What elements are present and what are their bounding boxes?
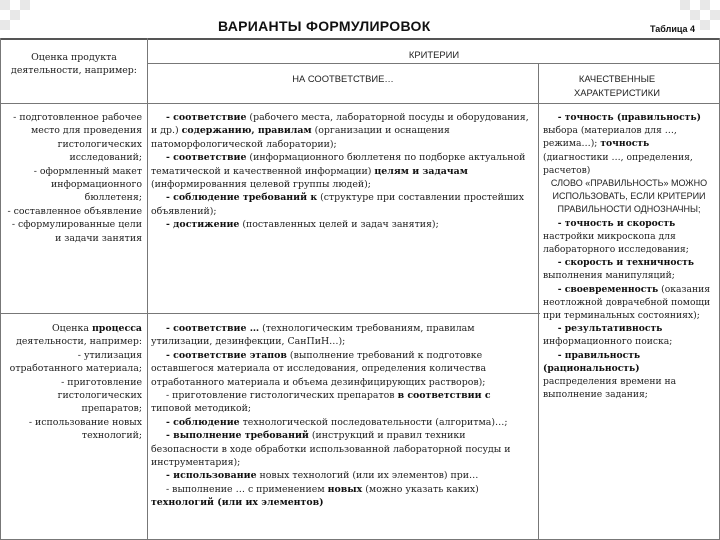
criterion-keyword: - выполнение требований	[166, 430, 309, 442]
header-criteria: КРИТЕРИИ	[408, 49, 460, 60]
quality-note: СЛОВО «ПРАВИЛЬНОСТЬ» МОЖНО ИСПОЛЬЗОВАТЬ, ЕСЛИ КРИТЕРИИ ПРАВИЛЬНОСТИ ОДНОЗНАЧНЫ;	[550, 178, 708, 215]
list-item: - использование новых технологий;	[28, 416, 142, 442]
criterion-text: технологической последовательности (алгоритма)…;	[239, 416, 508, 428]
criterion-text: - выполнение … с применением	[166, 483, 328, 495]
criterion-text: типовой методикой;	[151, 403, 252, 415]
criteria-header-line	[148, 63, 720, 64]
criterion-keyword: технологий (или их элементов)	[151, 497, 324, 509]
quality-keyword: - скорость и техничность	[557, 257, 695, 269]
criterion-keyword: - соблюдение	[166, 416, 240, 428]
quality-keyword: точность	[600, 138, 650, 150]
criterion-keyword: - соответствие	[166, 112, 247, 123]
row1-bottom-line	[0, 313, 540, 314]
criterion-text: (технологическим требованиям, правилам утилизации, дезинфекции, СанПиН…);	[151, 323, 475, 348]
criterion-text: новых технологий (или их элементов) при…	[256, 470, 479, 482]
list-item: - утилизация отработанного материала;	[9, 349, 142, 375]
criterion-text: (рабочего места, лабораторной посуды и оборудования, и др.)	[151, 112, 529, 137]
criterion-text: (можно указать каких)	[362, 483, 479, 495]
col2-separator	[538, 63, 539, 540]
table-label: Таблица 4	[650, 24, 696, 34]
criterion-keyword: целям и задачам	[374, 165, 468, 177]
list-item: - сформулированные цели и задачи занятия	[11, 219, 142, 244]
quality-keyword: - точность (правильность)	[557, 112, 701, 123]
criterion-text: - приготовление гистологических препаратов	[166, 390, 398, 402]
criterion-keyword: содержанию, правилам	[181, 125, 312, 137]
title-underline	[0, 38, 720, 40]
header-quality: КАЧЕСТВЕННЫЕ ХАРАКТЕРИСТИКИ	[574, 73, 660, 98]
criterion-text: (информированния целевой группы людей);	[151, 179, 371, 191]
process-keyword: процесса	[91, 323, 142, 334]
row2-criteria	[151, 322, 533, 510]
criterion-text: (структуре при составлении простейших объявлений);	[151, 192, 525, 217]
criterion-keyword: - использование	[166, 470, 257, 482]
header-compliance: НА СООТВЕТСТВИЕ…	[292, 73, 394, 84]
criterion-text: (выполнение требований к подготовке оставшегося материала от исследования, определения количества отработанного материала и объема дезинфицирующих растворов);	[151, 349, 487, 388]
list-item: - приготовление гистологических препаратов;	[57, 376, 142, 415]
quality-text: (диагностики …, определения, расчетов)	[543, 151, 693, 176]
header-product-evaluation: Оценка продукта деятельности, например:	[11, 52, 137, 77]
row2-process-list	[4, 322, 142, 443]
quality-keyword: - точность и скорость	[557, 217, 676, 229]
quality-text: распределения времени на выполнение задания;	[543, 376, 677, 401]
criterion-keyword: новых	[327, 483, 363, 495]
criterion-keyword: - соответствие	[166, 152, 247, 164]
criterion-keyword: - достижение	[166, 219, 240, 231]
quality-text: выполнения манипуляций;	[543, 270, 675, 282]
quality-text: настройки микроскопа для лабораторного исследования;	[543, 230, 689, 256]
criterion-text: (поставленных целей и задач занятия);	[239, 219, 439, 231]
row1-criteria	[151, 111, 533, 232]
criterion-keyword: - соответствие этапов	[166, 349, 287, 361]
quality-text: информационного поиска;	[543, 336, 673, 348]
criterion-text: (инструкций и правил техники безопасности в ходе обработки использованной лабораторной посуды и инструментария);	[151, 430, 511, 469]
col1-separator	[147, 38, 148, 540]
criterion-text: (информационного бюллетеня по подборке актуальной тематической и качественной информации)	[151, 152, 526, 177]
row1-products-list	[4, 111, 142, 245]
list-item: - подготовленное рабочее место для проведения гистологических исследований;	[13, 112, 142, 164]
quality-keyword: - результативность	[557, 323, 663, 335]
criterion-keyword: - соблюдение требований к	[166, 192, 318, 204]
process-title: Оценка процесса деятельности, например:	[16, 323, 142, 348]
quality-keyword: - своевременность	[557, 283, 659, 295]
header-row-bottom-line	[0, 103, 720, 104]
criterion-keyword: в соответствии с	[397, 390, 491, 402]
quality-text: выбора (материалов для …, режима…);	[543, 125, 677, 150]
page-title: ВАРИАНТЫ ФОРМУЛИРОВОК	[218, 18, 431, 34]
quality-keyword: - правильность (рациональность)	[543, 349, 641, 374]
criterion-keyword: - соответствие …	[166, 323, 260, 334]
quality-characteristics	[543, 111, 715, 401]
quality-text: (оказания неотложной доврачебной помощи при терминальных состояниях);	[543, 283, 711, 322]
table-left-border	[0, 38, 1, 540]
list-item: - составленное объявление	[7, 205, 142, 217]
criterion-text: (организации и оснащения патоморфологической лаборатории);	[151, 125, 450, 150]
list-item: - оформленный макет информационного бюллетеня;	[33, 165, 142, 204]
